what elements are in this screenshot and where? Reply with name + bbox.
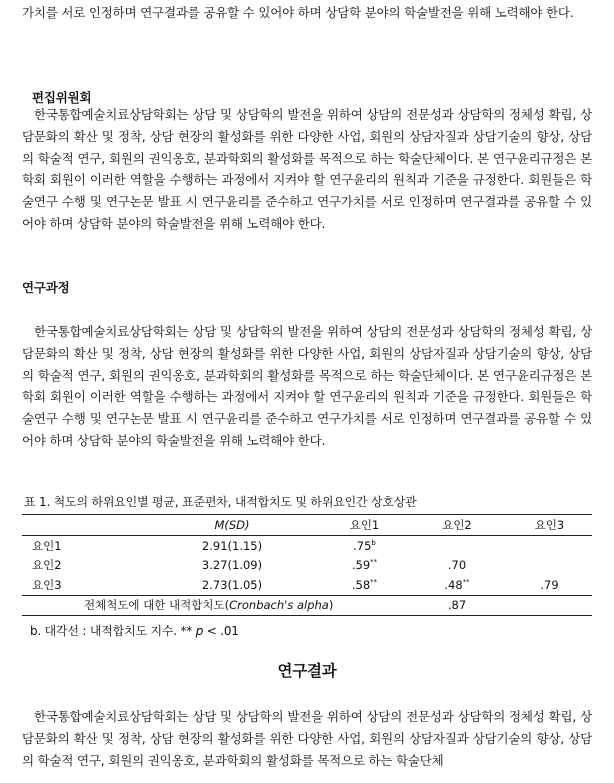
header-factor1: 요인1 xyxy=(349,518,380,532)
cell-factor2 xyxy=(407,536,507,556)
table-header-row xyxy=(22,515,592,536)
cell-factor1: .75$^b$ xyxy=(353,538,376,553)
cell-msd: 2.73(1.05) xyxy=(201,577,263,592)
alpha-label: 전체척도에 대한 내적합치도(Cronbach's alpha) xyxy=(84,598,334,612)
alpha-row xyxy=(22,595,592,615)
cell-factor3 xyxy=(507,536,592,556)
committee-heading: 편집위원회 xyxy=(32,90,92,105)
process-paragraph: 한국통합예술치료상담학회는 상담 및 상담학의 발전을 위하여 상담의 전문성과 상담학의 정체성 확립, 상담문화의 확산 및 정착, 상담 현장의 활성화를 위한 다양한 사업, 회원의 상담자질과 상담기술의 향상, 상담의 학술적 연구, 회원의 권익옹호, 분과학회의 활성화를 목적으로 하는 학술단체이다. 본 연구윤리규정은 본 학회 회원이 이러한 역할을 수행하는 과정에서 지켜야 할 연구윤리의 원칙과 기준을 규정한다. 회원들은 학술연구 수행 및 연구논문 발표 시 연구윤리를 준수하고 연구가치를 서로 인정하며 연구결과를 공유할 수 있어야 하며 상담학 분야의 학술발전을 위해 노력해야 한다. xyxy=(22,324,592,448)
results-title: 연구결과 xyxy=(277,662,337,680)
table-note: b. 대각선 : 내적합치도 지수. ** p < .01 xyxy=(30,624,239,638)
alpha-empty xyxy=(507,595,592,615)
cell-factor1: .58** xyxy=(351,577,378,592)
cell-factor1: .59** xyxy=(351,558,378,573)
cell-factor3 xyxy=(507,556,592,576)
table-row xyxy=(22,536,592,556)
correlation-table xyxy=(22,514,592,616)
header-factor3: 요인3 xyxy=(534,518,565,532)
table-row xyxy=(22,556,592,576)
table-caption: 표 1. 척도의 하위요인별 평균, 표준편차, 내적합치도 및 하위요인간 상호상관 xyxy=(24,495,417,509)
row-label: 요인2 xyxy=(32,558,62,573)
row-label: 요인1 xyxy=(32,538,62,553)
results-paragraph: 한국통합예술치료상담학회는 상담 및 상담학의 발전을 위하여 상담의 전문성과 상담학의 정체성 확립, 상담문화의 확산 및 정착, 상담 현장의 활성화를 위한 다양한 사업, 회원의 상담자질과 상담기술의 향상, 상담의 학술적 연구, 회원의 권익옹호, 분과학회의 활성화를 목적으로 하는 학술단체 xyxy=(22,709,592,768)
header-factor2: 요인2 xyxy=(442,518,472,532)
cell-msd: 3.27(1.09) xyxy=(201,558,263,573)
cell-msd: 2.91(1.15) xyxy=(201,538,263,553)
row-label: 요인3 xyxy=(32,577,62,592)
top-paragraph-fragment: 가치를 서로 인정하며 연구결과를 공유할 수 있어야 하며 상담학 분야의 학술발전을 위해 노력해야 한다. xyxy=(22,5,574,20)
cell-factor2: .48** xyxy=(444,577,470,592)
cell-factor3: .79 xyxy=(540,577,559,592)
cell-factor2: .70 xyxy=(447,558,467,573)
header-empty xyxy=(22,515,142,536)
table-row xyxy=(22,575,592,595)
committee-paragraph: 한국통합예술치료상담학회는 상담 및 상담학의 발전을 위하여 상담의 전문성과 상담학의 정체성 확립, 상담문화의 확산 및 정착, 상담 현장의 활성화를 위한 다양한 사업, 회원의 상담자질과 상담기술의 향상, 상담의 학술적 연구, 회원의 권익옹호, 분과학회의 활성화를 목적으로 하는 학술단체이다. 본 연구윤리규정은 본 학회 회원이 이러한 역할을 수행하는 과정에서 지켜야 할 연구윤리의 원칙과 기준을 규정한다. 회원들은 학술연구 수행 및 연구논문 발표 시 연구윤리를 준수하고 연구가치를 서로 인정하며 연구결과를 공유할 수 있어야 하며 상담학 분야의 학술발전을 위해 노력해야 한다. xyxy=(22,107,592,231)
header-msd: M(SD) xyxy=(214,518,250,532)
process-heading: 연구과정 xyxy=(22,280,70,295)
alpha-value: .87 xyxy=(447,598,467,612)
